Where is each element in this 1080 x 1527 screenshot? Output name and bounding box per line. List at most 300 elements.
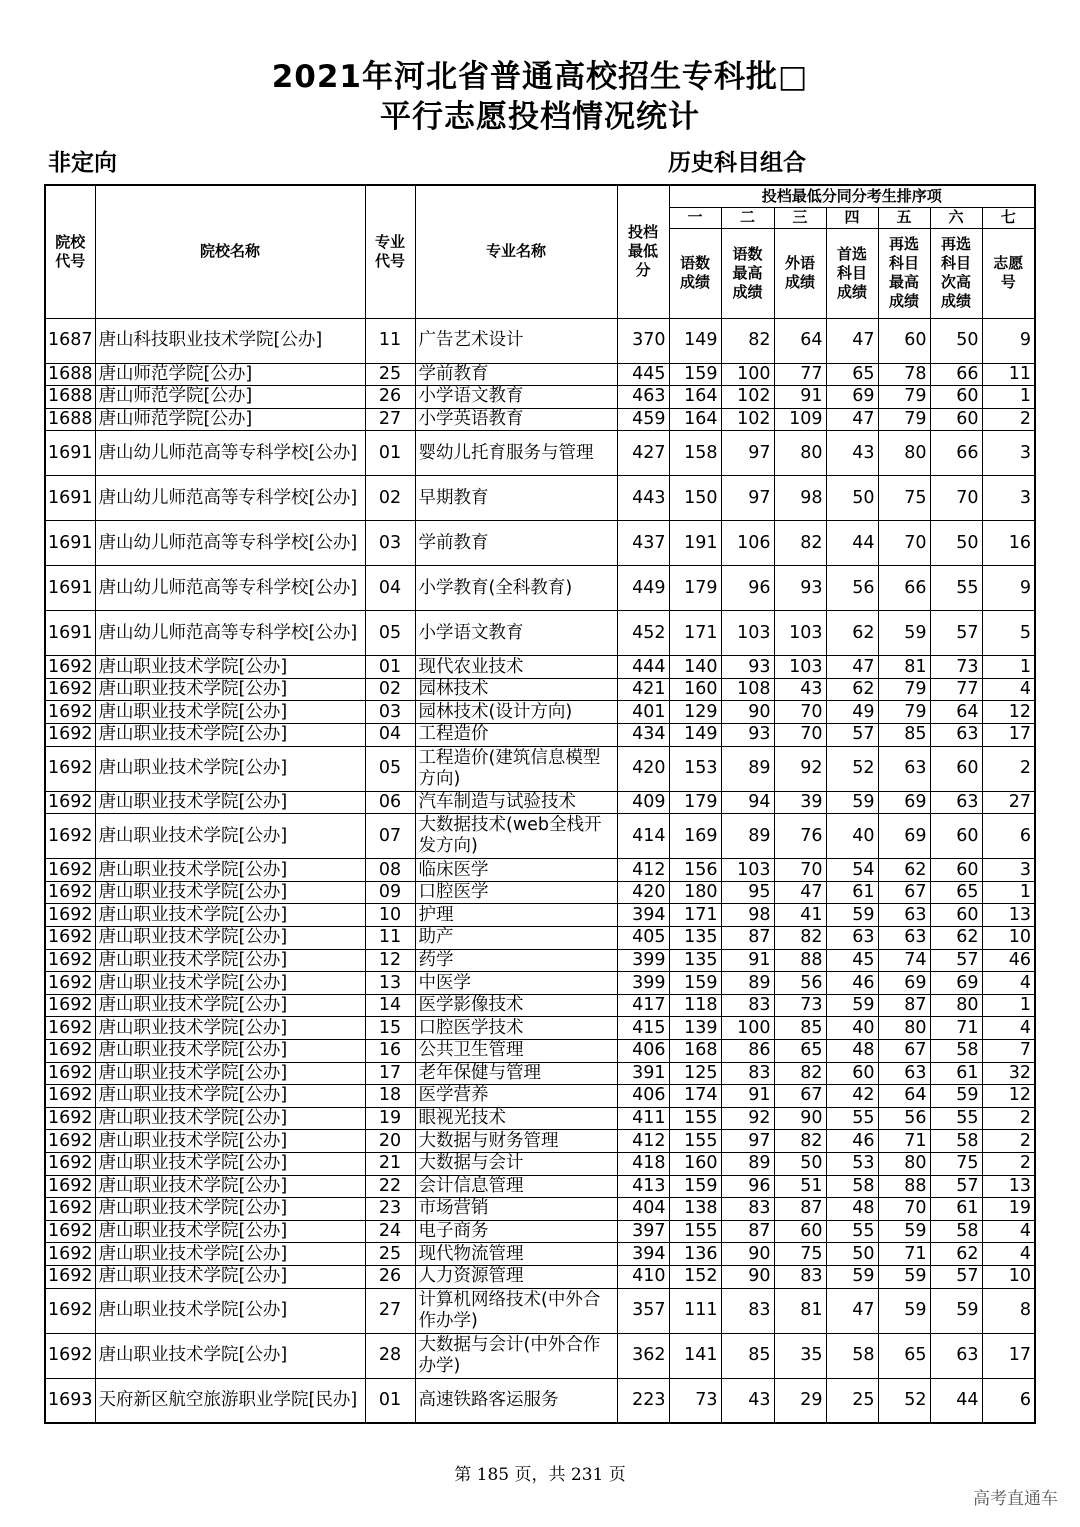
- major-name-cell: 广告艺术设计: [415, 318, 617, 363]
- tiebreak-value-cell: 66: [930, 431, 982, 476]
- tiebreak-value-cell: 86: [721, 1040, 774, 1063]
- tiebreak-value-cell: 129: [669, 701, 721, 724]
- tiebreak-value-cell: 164: [669, 408, 721, 431]
- table-row: [45, 1333, 1035, 1378]
- table-row: [45, 1288, 1035, 1333]
- major-code-cell: 02: [365, 476, 415, 521]
- tiebreak-value-cell: 55: [826, 1220, 878, 1243]
- tiebreak-value-cell: 44: [930, 1378, 982, 1423]
- major-code-cell: 26: [365, 1265, 415, 1288]
- major-code-cell: 25: [365, 1243, 415, 1266]
- tiebreak-value-cell: 138: [669, 1198, 721, 1221]
- major-name-cell: 护理: [415, 904, 617, 927]
- tiebreak-value-cell: 76: [774, 814, 826, 859]
- tiebreak-value-cell: 89: [721, 972, 774, 995]
- school-code-cell: 1692: [45, 1130, 95, 1153]
- tiebreak-value-cell: 92: [774, 746, 826, 791]
- table-row: [45, 1130, 1035, 1153]
- tiebreak-value-cell: 19: [982, 1198, 1035, 1221]
- tiebreak-value-cell: 50: [826, 1243, 878, 1266]
- table-row: [45, 724, 1035, 747]
- school-name-cell: 唐山职业技术学院[公办]: [95, 1062, 365, 1085]
- major-code-cell: 16: [365, 1040, 415, 1063]
- tiebreak-value-cell: 98: [721, 904, 774, 927]
- major-name-cell: 工程造价: [415, 724, 617, 747]
- table-row: [45, 476, 1035, 521]
- min-score-cell: 406: [617, 1040, 669, 1063]
- major-code-cell: 14: [365, 994, 415, 1017]
- tiebreak-value-cell: 88: [774, 949, 826, 972]
- tiebreak-value-cell: 53: [826, 1152, 878, 1175]
- min-score-cell: 437: [617, 521, 669, 566]
- tiebreak-value-cell: 35: [774, 1333, 826, 1378]
- tiebreak-value-cell: 179: [669, 566, 721, 611]
- tiebreak-value-cell: 55: [930, 1107, 982, 1130]
- tiebreak-value-cell: 50: [826, 476, 878, 521]
- tiebreak-value-cell: 91: [774, 386, 826, 409]
- tiebreak-value-cell: 27: [982, 791, 1035, 814]
- major-code-cell: 26: [365, 386, 415, 409]
- header-tiebreak-5: 再选科目最高成绩: [878, 228, 930, 318]
- major-code-cell: 15: [365, 1017, 415, 1040]
- min-score-cell: 412: [617, 859, 669, 882]
- major-code-cell: 11: [365, 927, 415, 950]
- tiebreak-value-cell: 90: [721, 1265, 774, 1288]
- tiebreak-value-cell: 125: [669, 1062, 721, 1085]
- tiebreak-value-cell: 47: [826, 1288, 878, 1333]
- page-number: 第 185 页，共 231 页: [454, 1465, 626, 1485]
- tiebreak-value-cell: 77: [930, 678, 982, 701]
- min-score-cell: 444: [617, 656, 669, 679]
- major-name-cell: 电子商务: [415, 1220, 617, 1243]
- tiebreak-value-cell: 63: [826, 927, 878, 950]
- tiebreak-value-cell: 2: [982, 1107, 1035, 1130]
- school-code-cell: 1688: [45, 363, 95, 386]
- tiebreak-value-cell: 62: [826, 678, 878, 701]
- school-name-cell: 唐山职业技术学院[公办]: [95, 1265, 365, 1288]
- header-school-name: 院校名称: [95, 185, 365, 318]
- min-score-cell: 413: [617, 1175, 669, 1198]
- tiebreak-value-cell: 69: [930, 972, 982, 995]
- tiebreak-value-cell: 139: [669, 1017, 721, 1040]
- school-name-cell: 唐山职业技术学院[公办]: [95, 1220, 365, 1243]
- school-code-cell: 1692: [45, 949, 95, 972]
- school-code-cell: 1692: [45, 678, 95, 701]
- tiebreak-value-cell: 168: [669, 1040, 721, 1063]
- major-name-cell: 老年保健与管理: [415, 1062, 617, 1085]
- school-code-cell: 1692: [45, 859, 95, 882]
- tiebreak-value-cell: 2: [982, 408, 1035, 431]
- table-row: [45, 1152, 1035, 1175]
- major-code-cell: 01: [365, 431, 415, 476]
- min-score-cell: 401: [617, 701, 669, 724]
- school-name-cell: 天府新区航空旅游职业学院[民办]: [95, 1378, 365, 1423]
- school-name-cell: 唐山师范学院[公办]: [95, 408, 365, 431]
- school-code-cell: 1691: [45, 521, 95, 566]
- tiebreak-value-cell: 55: [826, 1107, 878, 1130]
- tiebreak-value-cell: 59: [826, 791, 878, 814]
- tiebreak-value-cell: 59: [930, 1288, 982, 1333]
- header-order-5: 五: [878, 207, 930, 228]
- tiebreak-value-cell: 87: [774, 1198, 826, 1221]
- major-name-cell: 小学语文教育: [415, 611, 617, 656]
- header-tiebreak-6: 再选科目次高成绩: [930, 228, 982, 318]
- header-order-4: 四: [826, 207, 878, 228]
- table-row: [45, 1243, 1035, 1266]
- tiebreak-value-cell: 4: [982, 1017, 1035, 1040]
- min-score-cell: 406: [617, 1085, 669, 1108]
- tiebreak-value-cell: 70: [774, 859, 826, 882]
- tiebreak-value-cell: 83: [721, 994, 774, 1017]
- table-row: [45, 1040, 1035, 1063]
- tiebreak-value-cell: 2: [982, 746, 1035, 791]
- tiebreak-value-cell: 159: [669, 1175, 721, 1198]
- tiebreak-value-cell: 141: [669, 1333, 721, 1378]
- tiebreak-value-cell: 59: [878, 611, 930, 656]
- school-code-cell: 1692: [45, 1220, 95, 1243]
- table-row: [45, 1378, 1035, 1423]
- tiebreak-value-cell: 48: [826, 1198, 878, 1221]
- tiebreak-value-cell: 10: [982, 927, 1035, 950]
- tiebreak-value-cell: 59: [826, 994, 878, 1017]
- tiebreak-value-cell: 102: [721, 408, 774, 431]
- tiebreak-value-cell: 159: [669, 363, 721, 386]
- tiebreak-value-cell: 73: [930, 656, 982, 679]
- tiebreak-value-cell: 63: [878, 927, 930, 950]
- tiebreak-value-cell: 169: [669, 814, 721, 859]
- school-name-cell: 唐山幼儿师范高等专科学校[公办]: [95, 521, 365, 566]
- tiebreak-value-cell: 6: [982, 814, 1035, 859]
- table-row: [45, 431, 1035, 476]
- tiebreak-value-cell: 60: [930, 904, 982, 927]
- major-name-cell: 早期教育: [415, 476, 617, 521]
- major-name-cell: 小学英语教育: [415, 408, 617, 431]
- tiebreak-value-cell: 96: [721, 566, 774, 611]
- school-code-cell: 1692: [45, 746, 95, 791]
- tiebreak-value-cell: 158: [669, 431, 721, 476]
- major-name-cell: 现代物流管理: [415, 1243, 617, 1266]
- school-name-cell: 唐山幼儿师范高等专科学校[公办]: [95, 566, 365, 611]
- tiebreak-value-cell: 61: [930, 1062, 982, 1085]
- tiebreak-value-cell: 46: [826, 972, 878, 995]
- header-school-code: 院校代号: [45, 185, 95, 318]
- min-score-cell: 409: [617, 791, 669, 814]
- page-subtitle: 平行志愿投档情况统计: [380, 99, 700, 135]
- school-code-cell: 1692: [45, 972, 95, 995]
- school-code-cell: 1691: [45, 611, 95, 656]
- school-code-cell: 1692: [45, 724, 95, 747]
- tiebreak-value-cell: 102: [721, 386, 774, 409]
- tiebreak-value-cell: 75: [878, 476, 930, 521]
- tiebreak-value-cell: 75: [774, 1243, 826, 1266]
- major-code-cell: 01: [365, 1378, 415, 1423]
- major-code-cell: 27: [365, 408, 415, 431]
- tiebreak-value-cell: 4: [982, 1243, 1035, 1266]
- tiebreak-value-cell: 171: [669, 904, 721, 927]
- tiebreak-value-cell: 59: [930, 1085, 982, 1108]
- min-score-cell: 463: [617, 386, 669, 409]
- tiebreak-value-cell: 103: [721, 611, 774, 656]
- tiebreak-value-cell: 65: [878, 1333, 930, 1378]
- min-score-cell: 427: [617, 431, 669, 476]
- major-code-cell: 05: [365, 611, 415, 656]
- major-code-cell: 06: [365, 791, 415, 814]
- tiebreak-value-cell: 57: [826, 724, 878, 747]
- tiebreak-value-cell: 103: [721, 859, 774, 882]
- table-row: [45, 701, 1035, 724]
- table-row: [45, 972, 1035, 995]
- major-name-cell: 医学营养: [415, 1085, 617, 1108]
- min-score-cell: 370: [617, 318, 669, 363]
- min-score-cell: 459: [617, 408, 669, 431]
- min-score-cell: 391: [617, 1062, 669, 1085]
- min-score-cell: 420: [617, 881, 669, 904]
- tiebreak-value-cell: 5: [982, 611, 1035, 656]
- tiebreak-value-cell: 1: [982, 994, 1035, 1017]
- school-code-cell: 1692: [45, 1152, 95, 1175]
- tiebreak-value-cell: 62: [930, 927, 982, 950]
- tiebreak-value-cell: 89: [721, 814, 774, 859]
- tiebreak-value-cell: 171: [669, 611, 721, 656]
- tiebreak-value-cell: 50: [774, 1152, 826, 1175]
- tiebreak-value-cell: 63: [930, 724, 982, 747]
- tiebreak-value-cell: 51: [774, 1175, 826, 1198]
- table-row: [45, 1198, 1035, 1221]
- tiebreak-value-cell: 80: [878, 1017, 930, 1040]
- school-code-cell: 1692: [45, 1333, 95, 1378]
- major-code-cell: 04: [365, 724, 415, 747]
- tiebreak-value-cell: 82: [774, 927, 826, 950]
- major-name-cell: 小学语文教育: [415, 386, 617, 409]
- tiebreak-value-cell: 89: [721, 746, 774, 791]
- table-row: [45, 1220, 1035, 1243]
- tiebreak-value-cell: 89: [721, 1152, 774, 1175]
- school-name-cell: 唐山师范学院[公办]: [95, 386, 365, 409]
- major-name-cell: 工程造价(建筑信息模型方向): [415, 746, 617, 791]
- tiebreak-value-cell: 40: [826, 814, 878, 859]
- major-code-cell: 03: [365, 701, 415, 724]
- tiebreak-value-cell: 93: [774, 566, 826, 611]
- tiebreak-value-cell: 60: [930, 859, 982, 882]
- min-score-cell: 404: [617, 1198, 669, 1221]
- school-code-cell: 1692: [45, 1288, 95, 1333]
- tiebreak-value-cell: 65: [930, 881, 982, 904]
- school-name-cell: 唐山职业技术学院[公办]: [95, 724, 365, 747]
- tiebreak-value-cell: 66: [878, 566, 930, 611]
- category-label: 非定向: [48, 150, 117, 176]
- tiebreak-value-cell: 57: [930, 949, 982, 972]
- tiebreak-value-cell: 83: [721, 1288, 774, 1333]
- school-name-cell: 唐山职业技术学院[公办]: [95, 1333, 365, 1378]
- school-code-cell: 1692: [45, 904, 95, 927]
- min-score-cell: 417: [617, 994, 669, 1017]
- major-name-cell: 临床医学: [415, 859, 617, 882]
- table-row: [45, 1085, 1035, 1108]
- tiebreak-value-cell: 91: [721, 949, 774, 972]
- tiebreak-value-cell: 160: [669, 678, 721, 701]
- school-name-cell: 唐山职业技术学院[公办]: [95, 1017, 365, 1040]
- tiebreak-value-cell: 52: [826, 746, 878, 791]
- tiebreak-value-cell: 13: [982, 904, 1035, 927]
- tiebreak-value-cell: 52: [878, 1378, 930, 1423]
- tiebreak-value-cell: 50: [930, 318, 982, 363]
- tiebreak-value-cell: 155: [669, 1220, 721, 1243]
- tiebreak-value-cell: 153: [669, 746, 721, 791]
- school-name-cell: 唐山职业技术学院[公办]: [95, 746, 365, 791]
- tiebreak-value-cell: 149: [669, 724, 721, 747]
- tiebreak-value-cell: 66: [930, 363, 982, 386]
- tiebreak-value-cell: 3: [982, 476, 1035, 521]
- tiebreak-value-cell: 46: [826, 1130, 878, 1153]
- major-code-cell: 09: [365, 881, 415, 904]
- tiebreak-value-cell: 62: [930, 1243, 982, 1266]
- tiebreak-value-cell: 106: [721, 521, 774, 566]
- school-name-cell: 唐山职业技术学院[公办]: [95, 656, 365, 679]
- tiebreak-value-cell: 90: [721, 1243, 774, 1266]
- school-code-cell: 1692: [45, 1265, 95, 1288]
- header-tiebreak-group: 投档最低分同分考生排序项: [669, 185, 1035, 207]
- tiebreak-value-cell: 4: [982, 1220, 1035, 1243]
- tiebreak-value-cell: 59: [826, 1265, 878, 1288]
- school-name-cell: 唐山职业技术学院[公办]: [95, 881, 365, 904]
- major-name-cell: 大数据与会计: [415, 1152, 617, 1175]
- table-row: [45, 1175, 1035, 1198]
- school-code-cell: 1692: [45, 1017, 95, 1040]
- major-name-cell: 小学教育(全科教育): [415, 566, 617, 611]
- tiebreak-value-cell: 7: [982, 1040, 1035, 1063]
- tiebreak-value-cell: 97: [721, 1130, 774, 1153]
- tiebreak-value-cell: 70: [878, 1198, 930, 1221]
- tiebreak-value-cell: 1: [982, 386, 1035, 409]
- school-name-cell: 唐山职业技术学院[公办]: [95, 927, 365, 950]
- header-order-7: 七: [982, 207, 1035, 228]
- tiebreak-value-cell: 179: [669, 791, 721, 814]
- tiebreak-value-cell: 90: [774, 1107, 826, 1130]
- tiebreak-value-cell: 59: [878, 1220, 930, 1243]
- tiebreak-value-cell: 62: [878, 859, 930, 882]
- major-name-cell: 现代农业技术: [415, 656, 617, 679]
- tiebreak-value-cell: 75: [930, 1152, 982, 1175]
- table-row: [45, 408, 1035, 431]
- tiebreak-value-cell: 60: [930, 408, 982, 431]
- table-row: [45, 318, 1035, 363]
- tiebreak-value-cell: 60: [878, 318, 930, 363]
- school-code-cell: 1692: [45, 881, 95, 904]
- table-row: [45, 656, 1035, 679]
- table-row: [45, 904, 1035, 927]
- tiebreak-value-cell: 96: [721, 1175, 774, 1198]
- major-name-cell: 学前教育: [415, 521, 617, 566]
- school-code-cell: 1692: [45, 656, 95, 679]
- major-code-cell: 12: [365, 949, 415, 972]
- school-code-cell: 1692: [45, 1107, 95, 1130]
- tiebreak-value-cell: 81: [878, 656, 930, 679]
- school-name-cell: 唐山职业技术学院[公办]: [95, 1040, 365, 1063]
- min-score-cell: 410: [617, 1265, 669, 1288]
- school-code-cell: 1692: [45, 701, 95, 724]
- major-code-cell: 13: [365, 972, 415, 995]
- tiebreak-value-cell: 56: [774, 972, 826, 995]
- tiebreak-value-cell: 58: [930, 1220, 982, 1243]
- major-name-cell: 大数据技术(web全栈开发方向): [415, 814, 617, 859]
- major-name-cell: 中医学: [415, 972, 617, 995]
- tiebreak-value-cell: 48: [826, 1040, 878, 1063]
- school-name-cell: 唐山师范学院[公办]: [95, 363, 365, 386]
- header-order-1: 一: [669, 207, 721, 228]
- tiebreak-value-cell: 118: [669, 994, 721, 1017]
- tiebreak-value-cell: 43: [721, 1378, 774, 1423]
- tiebreak-value-cell: 100: [721, 363, 774, 386]
- tiebreak-value-cell: 69: [878, 791, 930, 814]
- header-tiebreak-7: 志愿号: [982, 228, 1035, 318]
- min-score-cell: 357: [617, 1288, 669, 1333]
- table-row: [45, 881, 1035, 904]
- school-code-cell: 1692: [45, 927, 95, 950]
- tiebreak-value-cell: 191: [669, 521, 721, 566]
- major-name-cell: 大数据与会计(中外合作办学): [415, 1333, 617, 1378]
- table-header: [45, 185, 1035, 318]
- tiebreak-value-cell: 3: [982, 431, 1035, 476]
- tiebreak-value-cell: 82: [721, 318, 774, 363]
- tiebreak-value-cell: 3: [982, 859, 1035, 882]
- major-name-cell: 助产: [415, 927, 617, 950]
- table-row: [45, 927, 1035, 950]
- tiebreak-value-cell: 42: [826, 1085, 878, 1108]
- tiebreak-value-cell: 4: [982, 972, 1035, 995]
- header-tiebreak-1: 语数成绩: [669, 228, 721, 318]
- min-score-cell: 443: [617, 476, 669, 521]
- school-code-cell: 1692: [45, 1175, 95, 1198]
- school-code-cell: 1692: [45, 814, 95, 859]
- school-name-cell: 唐山职业技术学院[公办]: [95, 791, 365, 814]
- tiebreak-value-cell: 17: [982, 1333, 1035, 1378]
- min-score-cell: 434: [617, 724, 669, 747]
- tiebreak-value-cell: 94: [721, 791, 774, 814]
- min-score-cell: 418: [617, 1152, 669, 1175]
- major-name-cell: 口腔医学技术: [415, 1017, 617, 1040]
- table-row: [45, 678, 1035, 701]
- school-code-cell: 1692: [45, 1198, 95, 1221]
- tiebreak-value-cell: 58: [930, 1040, 982, 1063]
- tiebreak-value-cell: 47: [826, 408, 878, 431]
- tiebreak-value-cell: 1: [982, 656, 1035, 679]
- tiebreak-value-cell: 58: [826, 1175, 878, 1198]
- tiebreak-value-cell: 9: [982, 318, 1035, 363]
- tiebreak-value-cell: 152: [669, 1265, 721, 1288]
- table-row: [45, 1107, 1035, 1130]
- page-title: 2021年河北省普通高校招生专科批□: [271, 59, 809, 95]
- tiebreak-value-cell: 87: [878, 994, 930, 1017]
- school-name-cell: 唐山科技职业技术学院[公办]: [95, 318, 365, 363]
- school-code-cell: 1692: [45, 1243, 95, 1266]
- header-order-3: 三: [774, 207, 826, 228]
- tiebreak-value-cell: 85: [774, 1017, 826, 1040]
- tiebreak-value-cell: 70: [774, 724, 826, 747]
- tiebreak-value-cell: 39: [774, 791, 826, 814]
- tiebreak-value-cell: 64: [878, 1085, 930, 1108]
- min-score-cell: 415: [617, 1017, 669, 1040]
- tiebreak-value-cell: 6: [982, 1378, 1035, 1423]
- tiebreak-value-cell: 17: [982, 724, 1035, 747]
- tiebreak-value-cell: 180: [669, 881, 721, 904]
- school-code-cell: 1691: [45, 431, 95, 476]
- tiebreak-value-cell: 43: [774, 678, 826, 701]
- tiebreak-value-cell: 64: [774, 318, 826, 363]
- tiebreak-value-cell: 50: [930, 521, 982, 566]
- major-code-cell: 25: [365, 363, 415, 386]
- tiebreak-value-cell: 70: [878, 521, 930, 566]
- tiebreak-value-cell: 79: [878, 701, 930, 724]
